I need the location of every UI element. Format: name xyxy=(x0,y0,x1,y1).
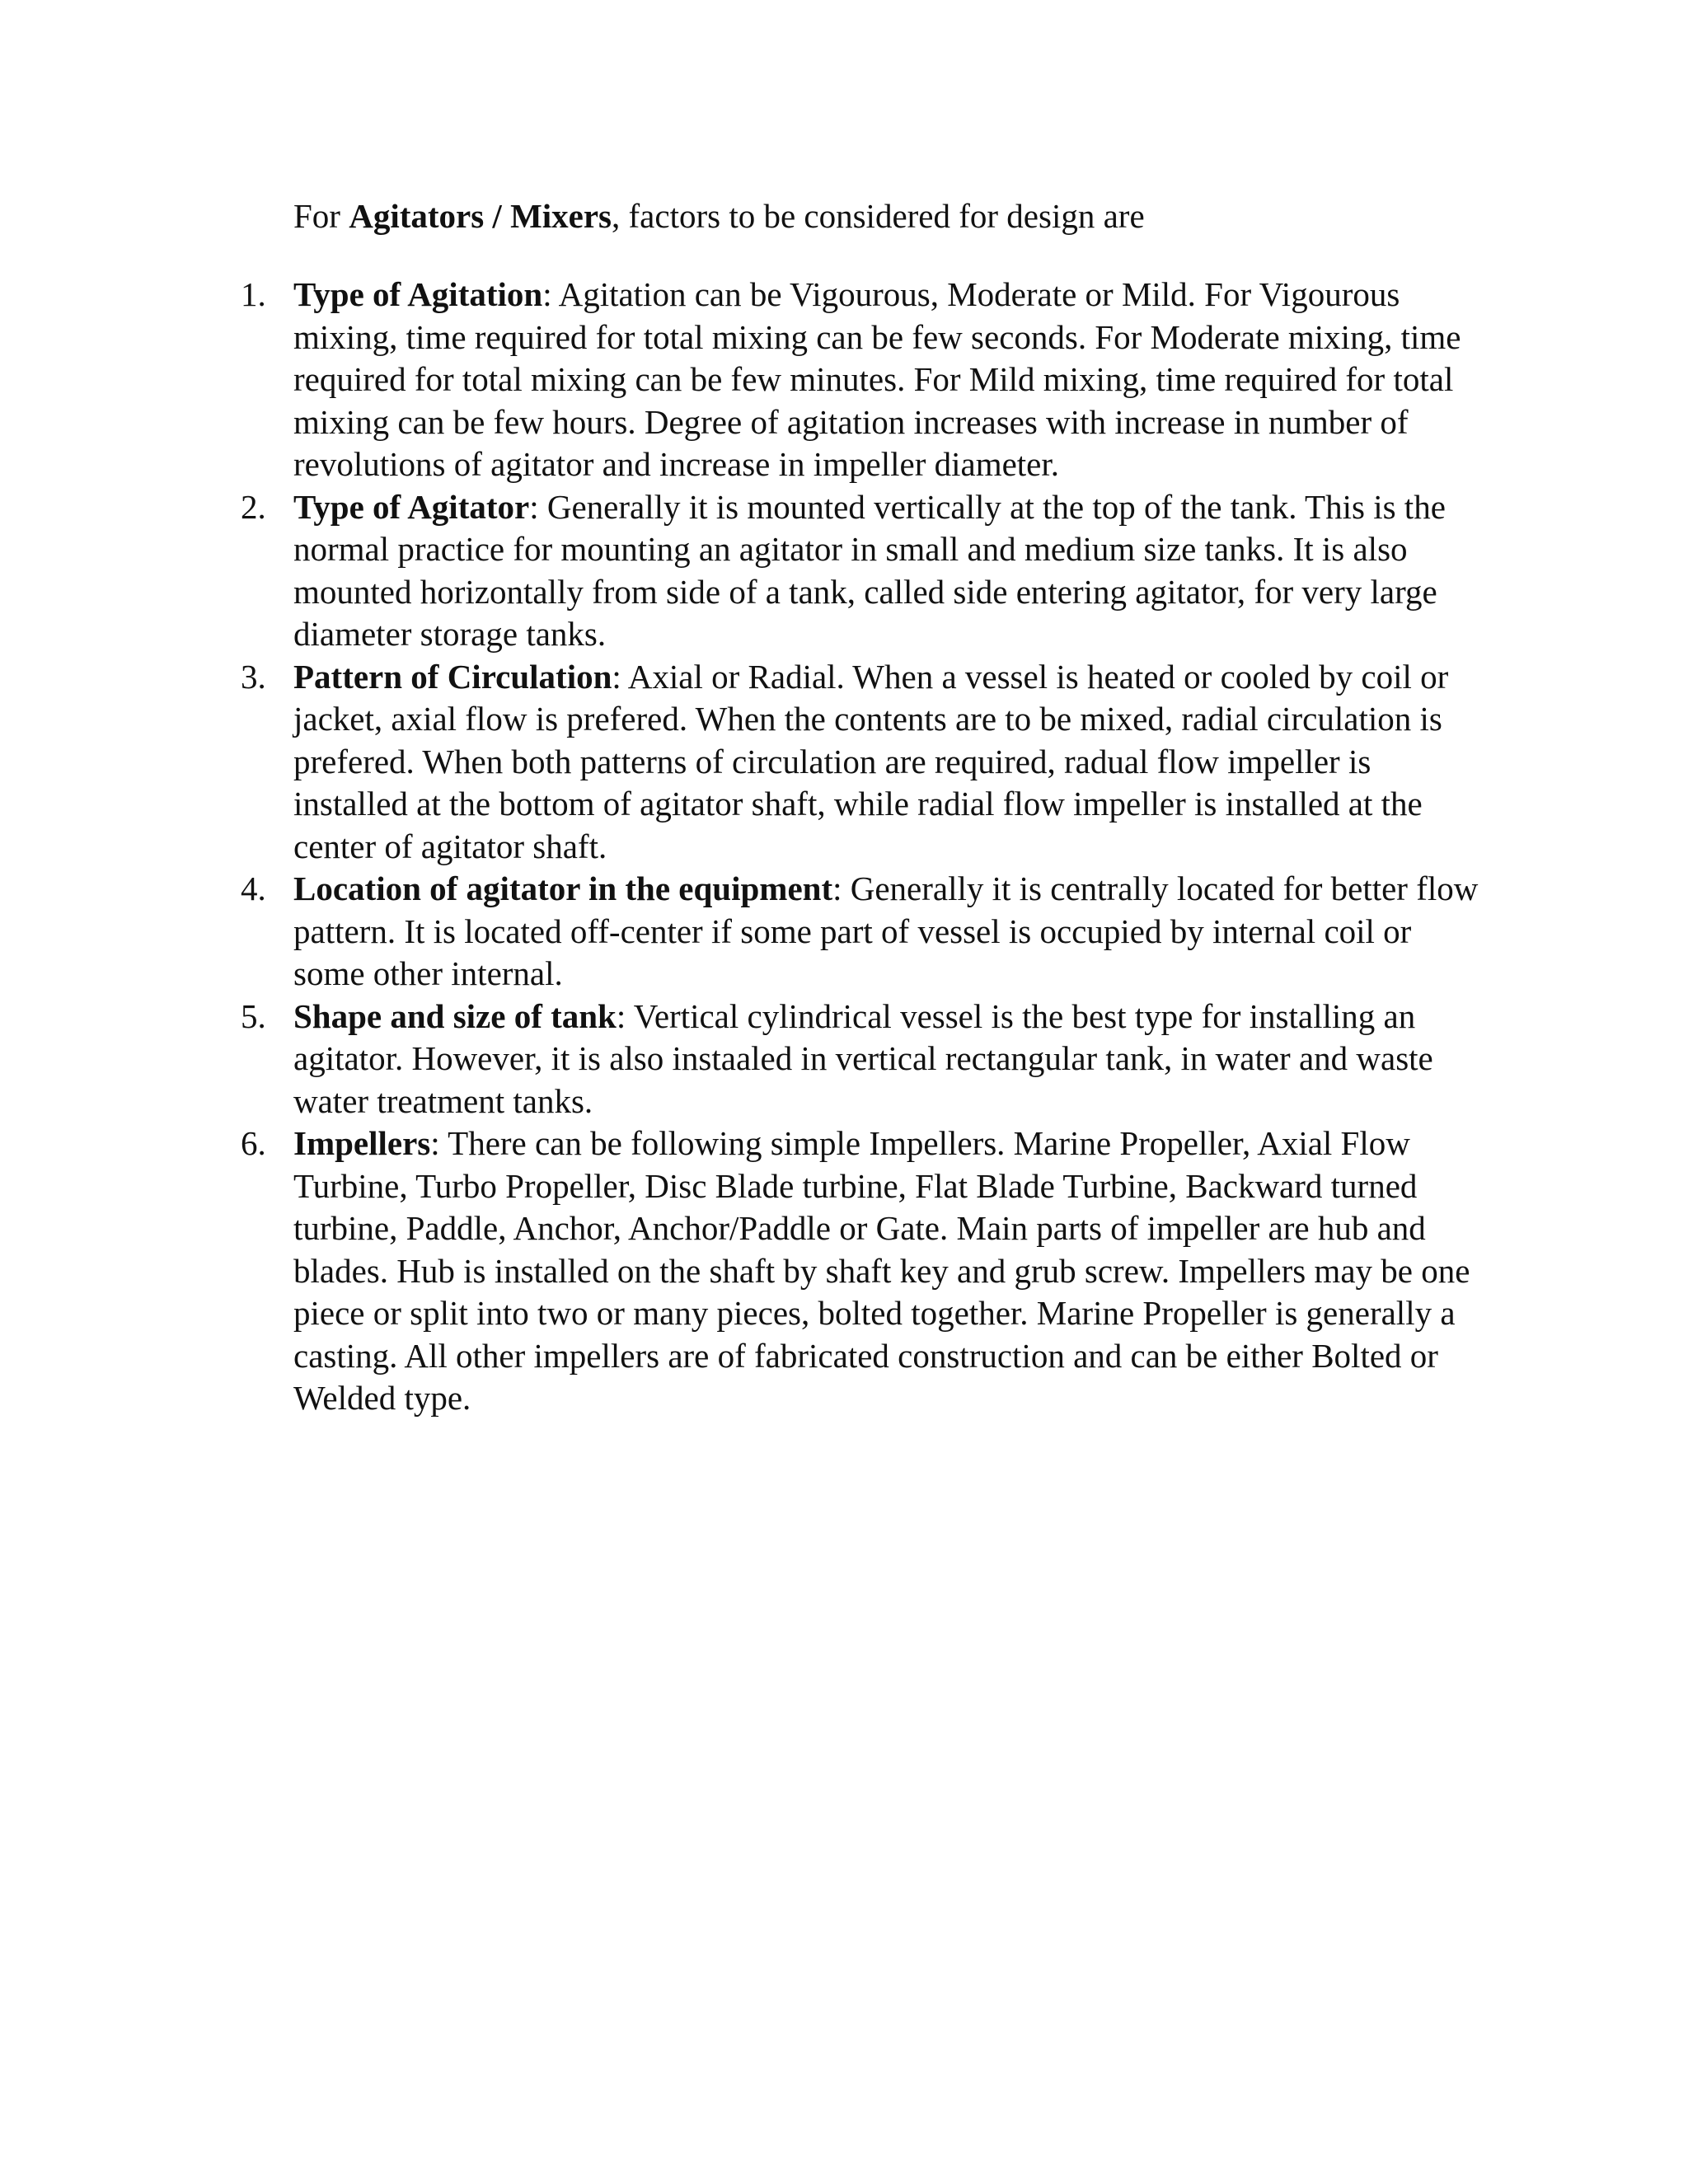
list-item xyxy=(241,274,1480,486)
list-item-number: 6. xyxy=(241,1124,266,1162)
list-item-title: Pattern of Circulation xyxy=(293,657,612,696)
list-item-text: : Axial or Radial. When a vessel is heated or cooled by coil or jacket, axial flow is prefered. When the contents are to be mixed, radial circulation is prefered. When both patterns of circulation are required, radual flow impeller is installed at the bottom of agitator shaft, while radial flow impeller is installed at the center of agitator shaft. xyxy=(293,657,1449,865)
list-item-number: 3. xyxy=(241,657,266,696)
intro-suffix: , factors to be considered for design are xyxy=(612,197,1145,235)
list-item-text: : Generally it is mounted vertically at the top of the tank. This is the normal practice for mounting an agitator in small and medium size tanks. It is also mounted horizontally from side of a tank, called side entering agitator, for very large diameter storage tanks. xyxy=(293,487,1446,653)
list-item xyxy=(241,486,1480,656)
list-item-number: 5. xyxy=(241,996,266,1035)
list-item xyxy=(241,996,1480,1123)
list-item-title: Shape and size of tank xyxy=(293,996,617,1035)
list-item-title: Impellers xyxy=(293,1124,431,1162)
list-item-number: 1. xyxy=(241,275,266,313)
list-item-number: 2. xyxy=(241,487,266,526)
list-item-text: : Agitation can be Vigourous, Moderate or Mild. For Vigourous mixing, time required for total mixing can be few seconds. For Moderate mixing, time required for total mixing can be few minutes. For Mild mixing, time required for total mixing can be few hours. Degree of agitation increases with increase in number of revolutions of agitator and increase in impeller diameter. xyxy=(293,275,1461,483)
list-item-text: : Vertical cylindrical vessel is the best type for installing an agitator. However, it is also instaaled in vertical rectangular tank, in water and waste water treatment tanks. xyxy=(293,996,1433,1120)
list-item-title: Type of Agitation xyxy=(293,275,543,313)
list-item-text: : Generally it is centrally located for better flow pattern. It is located off-center if some part of vessel is occupied by internal coil or some other internal. xyxy=(293,869,1479,992)
list-item-title: Type of Agitator xyxy=(293,487,530,526)
intro-prefix: For xyxy=(293,197,349,235)
list-item xyxy=(241,656,1480,869)
list-item-text: : There can be following simple Impellers. Marine Propeller, Axial Flow Turbine, Turbo Propeller, Disc Blade turbine, Flat Blade Turbine, Backward turned turbine, Paddle, Anchor, Anchor/Paddle or Gate. Main parts of impeller are hub and blades. Hub is installed on the shaft by shaft key and grub screw. Impellers may be one piece or split into two or many pieces, bolted together. Marine Propeller is generally a casting. All other impellers are of fabricated construction and can be either Bolted or Welded type. xyxy=(293,1124,1470,1417)
list-item-title: Location of agitator in the equipment xyxy=(293,869,833,907)
design-factors-list xyxy=(241,274,1480,1420)
list-item xyxy=(241,868,1480,996)
intro-bold-term: Agitators / Mixers xyxy=(349,197,612,235)
list-item-number: 4. xyxy=(241,869,266,907)
list-item xyxy=(241,1122,1480,1420)
intro-line xyxy=(293,191,1145,241)
